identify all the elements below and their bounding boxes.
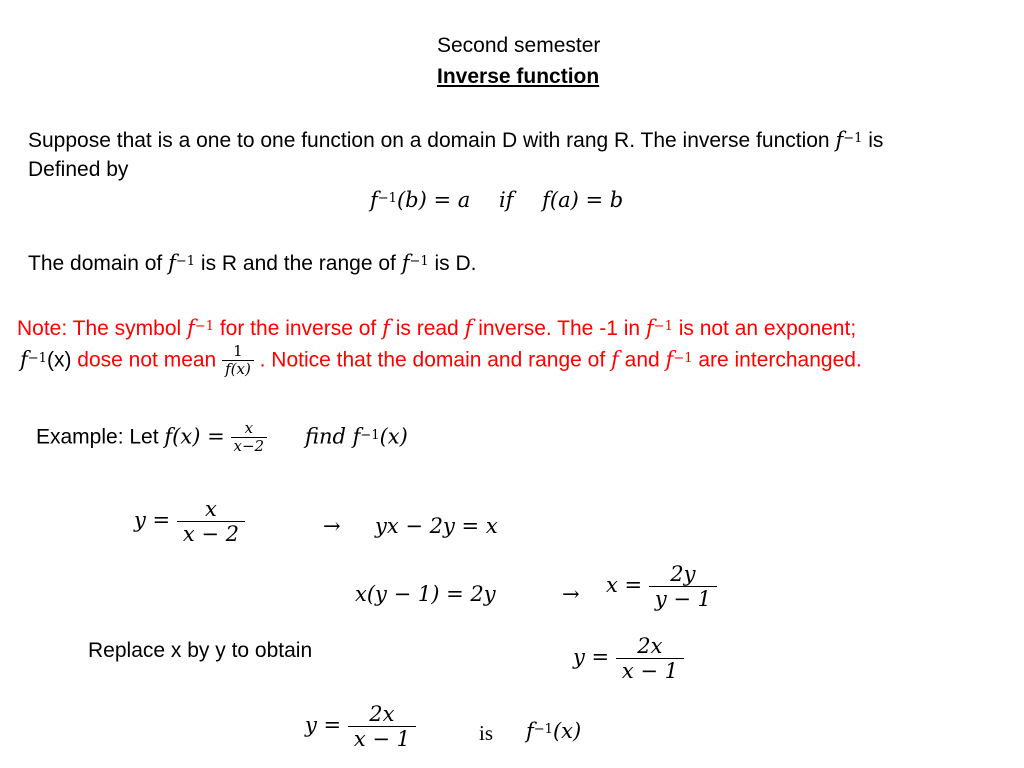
is-word: is (479, 721, 494, 745)
subtitle: Second semester (437, 34, 601, 57)
definition-line-1: Suppose that is a one to one function on a domain D with rang R. The inverse function $f^{-1}$ is (28, 128, 884, 152)
step-2-arrow: → (562, 582, 580, 606)
page-title: Inverse function (437, 65, 600, 88)
replace-instruction: Replace x by y to obtain (88, 639, 313, 662)
step-1-result: yx − 2y = x (375, 514, 498, 538)
note-line-2: $f^{-1}(x)$ dose not mean $\frac{1}{f(x)}$ . Notice that the domain and range of f and $f^{-1}$ are interchanged. (20, 342, 862, 379)
final-inverse: $f^{-1}(x)$ (526, 719, 582, 743)
step-3-equation: y = $\frac{2x}{x - 1}$ (573, 634, 684, 683)
definition-line-2: Defined by (28, 158, 129, 181)
domain-range-sentence: The domain of $f^{-1}$ is R and the range of $f^{-1}$ is D. (28, 251, 477, 275)
step-1-equation: y = $\frac{x}{x - 2}$ (134, 497, 245, 546)
step-2-equation: x(y − 1) = 2y (355, 582, 496, 606)
example-statement: Example: Let f(x) = $\frac{x}{x-2}$ find $f^{-1}(x)$ (36, 419, 408, 456)
step-2-result: x = $\frac{2y}{y - 1}$ (606, 562, 717, 611)
definition-formula: $f^{-1}(b) = a$ if f(a) = b (370, 188, 624, 212)
one-over-fx-fraction: $\frac{1}{f(x)}$ (222, 343, 254, 379)
example-fraction: $\frac{x}{x-2}$ (231, 420, 268, 456)
final-equation: y = $\frac{2x}{x - 1}$ (305, 702, 416, 751)
note-line-1: Note: The symbol $f^{-1}$ for the inverse of f is read f inverse. The -1 in $f^{-1}$ is not an exponent; (17, 316, 857, 340)
step-1-arrow: → (323, 514, 341, 538)
